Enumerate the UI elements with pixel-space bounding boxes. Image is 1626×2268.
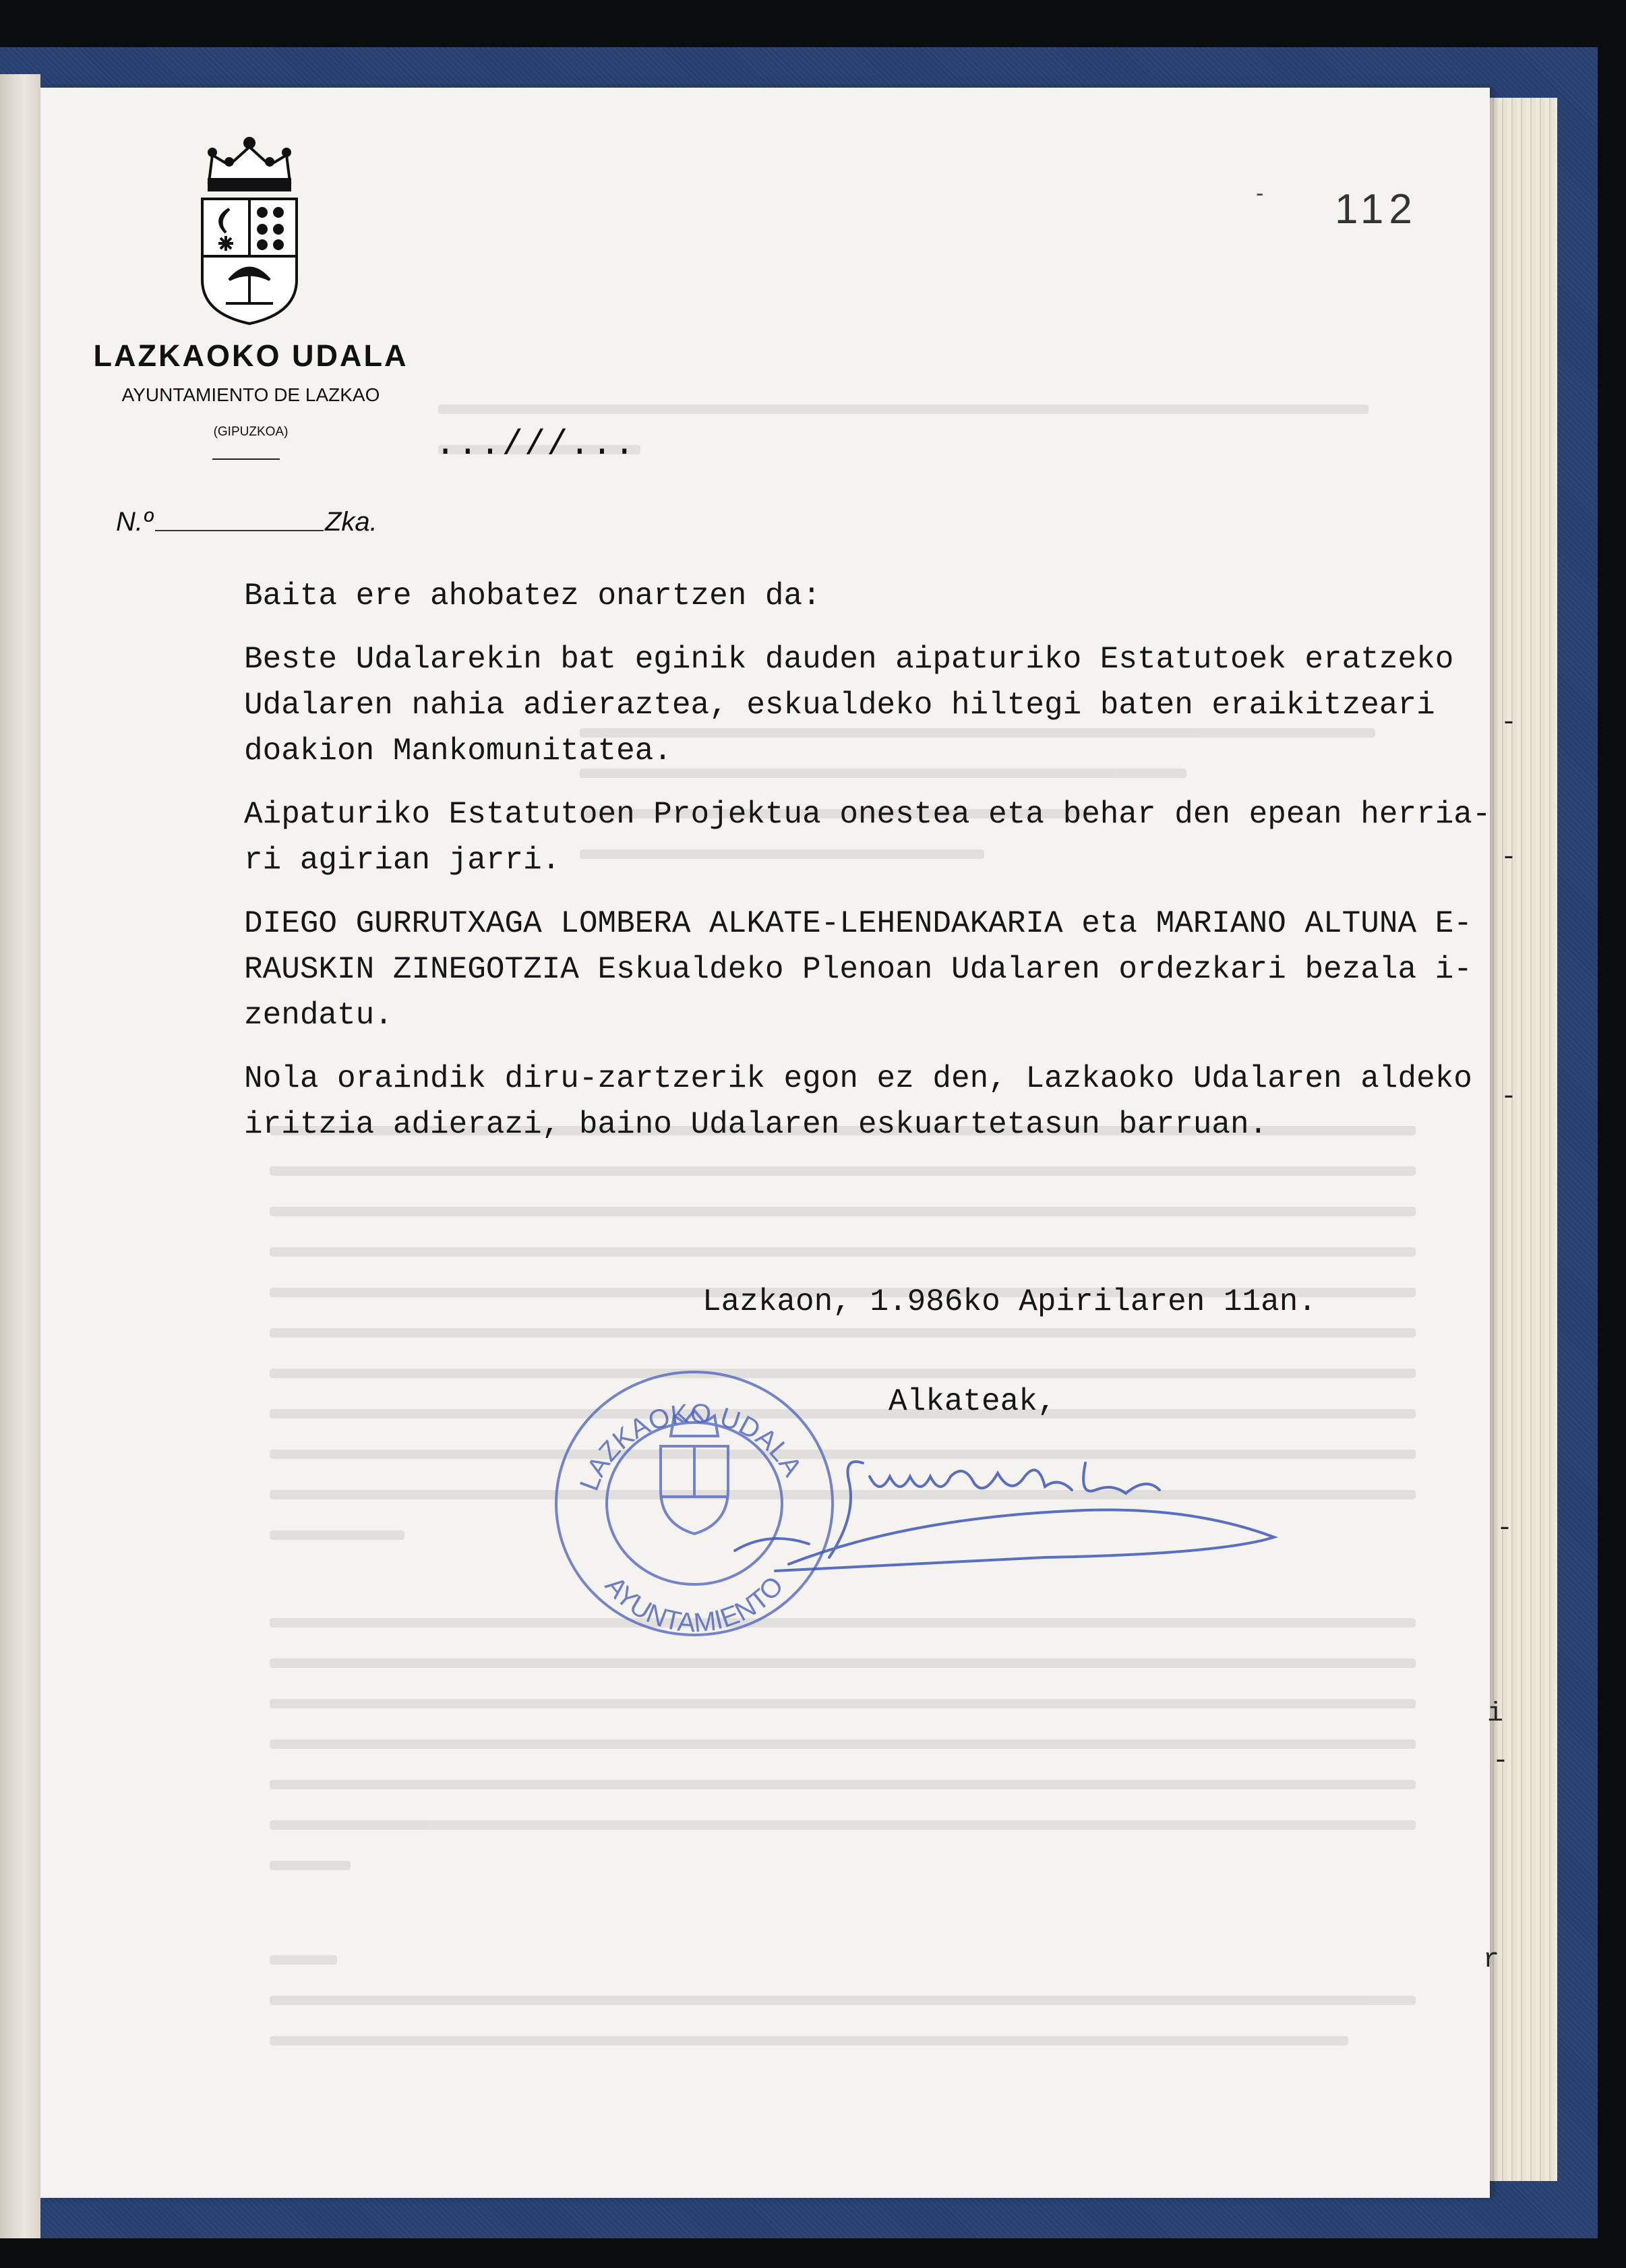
place-date: Lazkaon, 1.986ko Apirilaren 11an. (702, 1284, 1317, 1319)
margin-mark: - (1497, 1514, 1513, 1544)
reference-mark: ...///... (435, 425, 636, 465)
number-field-line (155, 530, 324, 531)
page-number-dash: - (1256, 181, 1264, 206)
text-line: Beste Udalarekin bat eginik dauden aipaturiko Estatutoek eratzeko (244, 642, 1454, 677)
text-line: Aipaturiko Estatutoen Projektua onestea eta behar den epean herria- (244, 797, 1491, 832)
text-line: RAUSKIN ZINEGOTZIA Eskualdeko Plenoan Udalaren ordezkari bezala i- (244, 952, 1472, 987)
margin-mark: r (1483, 1945, 1500, 1975)
signer-title: Alkateak, (889, 1384, 1056, 1419)
coat-of-arms-icon (192, 135, 307, 330)
text-line: Udalaren nahia adieraztea, eskualdeko hiltegi baten eraikitzeari (244, 688, 1435, 723)
text-line: Baita ere ahobatez onartzen da: (244, 578, 821, 614)
paragraph (244, 1056, 1484, 1147)
signature (708, 1436, 1301, 1591)
org-province: (GIPUZKOA) (213, 425, 289, 439)
paragraph (244, 636, 1484, 774)
text-line: doakion Mankomunitatea. (244, 734, 672, 769)
margin-mark: i (1487, 1699, 1504, 1729)
org-subtitle: AYUNTAMIENTO DE LAZKAO (121, 384, 380, 405)
text-line: DIEGO GURRUTXAGA LOMBERA ALKATE-LEHENDAKARIA eta MARIANO ALTUNA E- (244, 906, 1472, 941)
org-name: LAZKAOKO UDALA (93, 338, 409, 373)
margin-mark: - (1493, 1746, 1509, 1777)
page-number: 112 (1335, 186, 1418, 233)
number-suffix: Zka. (325, 507, 378, 537)
text-line: zendatu. (244, 998, 393, 1033)
margin-mark: - (1501, 1082, 1517, 1112)
margin-mark: - (1501, 708, 1517, 738)
stamp-top-text: LAZKAOKO UDALA (574, 1398, 808, 1495)
text-line: ri agirian jarri. (244, 843, 561, 878)
document-body (244, 573, 1491, 1165)
text-line: Nola oraindik diru-zartzerik egon ez den, Lazkaoko Udalaren aldeko (244, 1061, 1472, 1096)
divider (212, 458, 280, 460)
paragraph (244, 792, 1491, 883)
number-label: N.º (116, 507, 153, 537)
text-line: iritzia adierazi, baino Udalaren eskuartetasun barruan. (244, 1107, 1268, 1142)
left-page-edge (0, 74, 40, 2238)
paragraph (244, 573, 1484, 619)
stamp-bottom-text: AYUNTAMIENTO (599, 1571, 789, 1638)
margin-mark: - (1501, 843, 1517, 873)
paragraph (244, 901, 1484, 1038)
